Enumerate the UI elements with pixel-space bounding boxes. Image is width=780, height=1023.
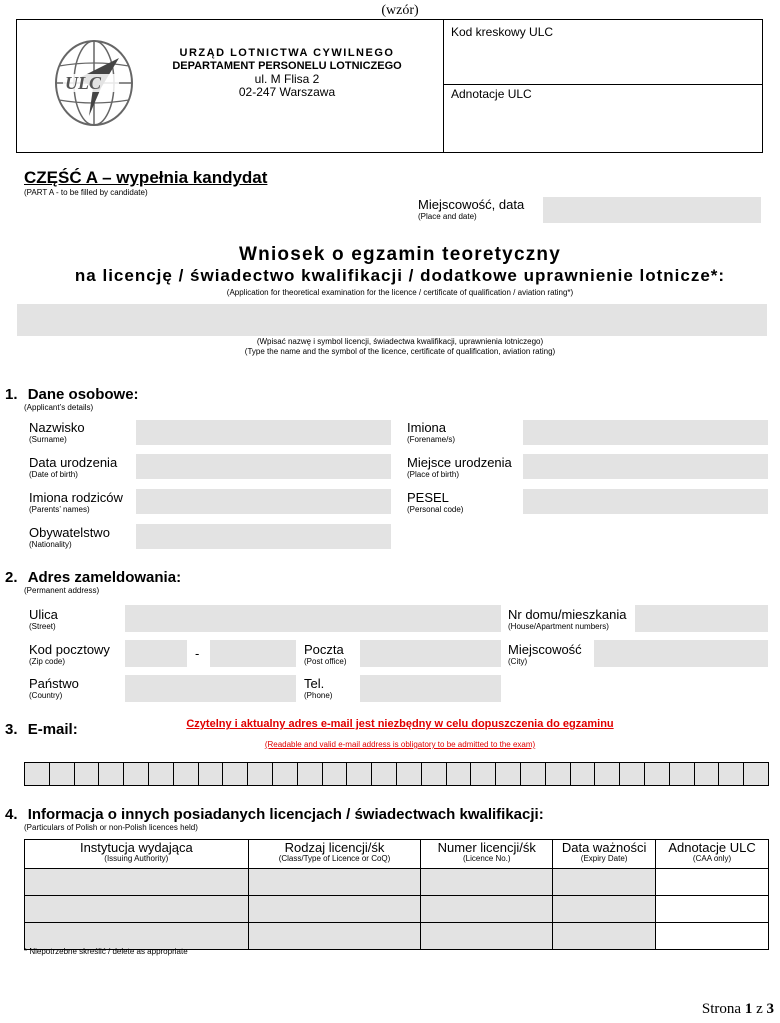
surname-label (29, 421, 85, 445)
email-cell[interactable] (347, 763, 372, 785)
house-sub: (House/Apartment numbers) (508, 622, 609, 631)
email-field[interactable] (24, 762, 769, 786)
forenames-label (407, 421, 455, 445)
col-label: Adnotacje ULC (668, 840, 756, 855)
section-2-subtitle: (Permanent address) (24, 586, 100, 595)
dob-field[interactable] (136, 454, 391, 479)
email-cell[interactable] (372, 763, 397, 785)
post-label (304, 643, 347, 667)
pob-text: Miejsce urodzenia (407, 455, 512, 470)
pesel-sub: (Personal code) (407, 505, 464, 514)
office-name: URZĄD LOTNICTWA CYWILNEGO (179, 47, 395, 59)
surname-field[interactable] (136, 420, 391, 445)
parents-field[interactable] (136, 489, 391, 514)
email-cell[interactable] (124, 763, 149, 785)
email-cell[interactable] (223, 763, 248, 785)
country-text: Państwo (29, 676, 79, 691)
section-4-subtitle: (Particulars of Polish or non-Polish licences held) (24, 823, 198, 832)
col-licence-number (421, 840, 553, 869)
table-cell-caa (656, 896, 769, 923)
zip-dash: - (195, 646, 200, 661)
pob-label (407, 456, 512, 480)
email-cell[interactable] (149, 763, 174, 785)
street-field[interactable] (125, 605, 501, 632)
col-sub: (Class/Type of Licence or CoQ) (278, 854, 391, 863)
city-field[interactable] (594, 640, 768, 667)
office-address (147, 47, 427, 99)
email-cell[interactable] (546, 763, 571, 785)
email-cell[interactable] (670, 763, 695, 785)
parents-label (29, 491, 123, 515)
parents-sub: (Parents’ names) (29, 505, 90, 514)
house-text: Nr domu/mieszkania (508, 607, 627, 622)
licence-hint-en: (Type the name and the symbol of the licence, certificate of qualification, aviation rating) (244, 347, 556, 356)
pesel-text: PESEL (407, 490, 449, 505)
section-4-heading (5, 806, 544, 833)
header-box (16, 19, 763, 153)
email-cell[interactable] (273, 763, 298, 785)
form-title: Wniosek o egzamin teoretyczny (239, 244, 561, 265)
col-licence-type (248, 840, 421, 869)
table-cell[interactable] (421, 923, 553, 950)
post-sub: (Post office) (304, 657, 347, 666)
phone-field[interactable] (360, 675, 501, 702)
nationality-label (29, 526, 110, 550)
page-prefix: Strona (701, 1001, 742, 1017)
part-a-heading (24, 168, 267, 197)
table-cell[interactable] (248, 923, 421, 950)
ulc-logo (49, 38, 139, 128)
country-field[interactable] (125, 675, 296, 702)
house-field[interactable] (635, 605, 768, 632)
table-cell[interactable] (25, 896, 249, 923)
table-cell-caa (656, 869, 769, 896)
licence-hint-pl: (Wpisać nazwę i symbol licencji, świadectwa kwalifikacji, uprawnienia lotniczego) (256, 337, 544, 346)
email-cell[interactable] (397, 763, 422, 785)
street-text: Ulica (29, 607, 58, 622)
email-cell[interactable] (323, 763, 348, 785)
col-label: Rodzaj licencji/śk (284, 840, 385, 855)
email-cell[interactable] (620, 763, 645, 785)
col-sub: (Licence No.) (462, 854, 511, 863)
post-field[interactable] (360, 640, 501, 667)
zip-field-1[interactable] (125, 640, 187, 667)
parents-text: Imiona rodziców (29, 490, 123, 505)
section-1-number: 1. (5, 386, 18, 403)
nationality-text: Obywatelstwo (29, 525, 110, 540)
office-street: ul. M Flisa 2 (254, 72, 320, 86)
annotations-label: Adnotacje ULC (451, 87, 532, 101)
email-cell[interactable] (571, 763, 596, 785)
table-cell[interactable] (248, 896, 421, 923)
email-warning-sub: (Readable and valid e-mail address is obligatory to be admitted to the exam) (264, 740, 536, 749)
section-2-title: Adres zameldowania: (27, 569, 182, 586)
dob-sub: (Date of birth) (29, 470, 78, 479)
section-3-title: E-mail: (27, 721, 78, 738)
street-label (29, 608, 58, 632)
part-a-subtitle: (PART A - to be filled by candidate) (24, 188, 148, 197)
city-sub: (City) (508, 657, 528, 666)
page-sep: z (756, 1001, 763, 1017)
place-date-field[interactable] (543, 197, 761, 223)
email-cell[interactable] (422, 763, 447, 785)
section-2-heading (5, 569, 181, 596)
licence-name-field[interactable] (17, 304, 767, 336)
section-2-number: 2. (5, 569, 18, 586)
template-note: (wzór) (381, 3, 419, 18)
email-cell[interactable] (99, 763, 124, 785)
email-cell[interactable] (645, 763, 670, 785)
section-1-title: Dane osobowe: (27, 386, 139, 403)
svg-text:ULC: ULC (65, 73, 101, 93)
phone-label (304, 677, 332, 701)
surname-text: Nazwisko (29, 420, 85, 435)
email-cell[interactable] (50, 763, 75, 785)
page-current: 1 (744, 1001, 753, 1017)
email-cell[interactable] (25, 763, 50, 785)
email-cell[interactable] (447, 763, 472, 785)
col-expiry-date (553, 840, 656, 869)
page-total: 3 (766, 1001, 774, 1017)
col-sub: (CAA only) (692, 854, 732, 863)
city-label (508, 643, 582, 667)
col-caa-annotations (656, 840, 769, 869)
table-row (25, 869, 769, 896)
section-3-number: 3. (5, 721, 18, 738)
form-title-sub: (Application for theoretical examination for the licence / certificate of qualification / aviation rating*) (226, 288, 574, 297)
table-cell[interactable] (553, 923, 656, 950)
footnote: * Niepotrzebne skreślić / delete as appropriate (24, 947, 188, 956)
email-cell[interactable] (496, 763, 521, 785)
part-a-title: CZĘŚĆ A – wypełnia kandydat (24, 168, 268, 187)
forenames-field[interactable] (523, 420, 768, 445)
email-cell[interactable] (695, 763, 720, 785)
pob-field[interactable] (523, 454, 768, 479)
licences-table (24, 839, 769, 950)
table-cell[interactable] (421, 896, 553, 923)
email-cell[interactable] (75, 763, 100, 785)
table-row (25, 923, 769, 950)
table-cell[interactable] (248, 869, 421, 896)
zip-sub: (Zip code) (29, 657, 66, 666)
table-cell[interactable] (553, 896, 656, 923)
pesel-field[interactable] (523, 489, 768, 514)
nationality-field[interactable] (136, 524, 391, 549)
table-cell[interactable] (25, 869, 249, 896)
email-warning: Czytelny i aktualny adres e-mail jest niezbędny w celu dopuszczenia do egzaminu (186, 718, 614, 730)
page-number (702, 1001, 774, 1018)
email-cell[interactable] (174, 763, 199, 785)
email-cell[interactable] (471, 763, 496, 785)
dob-text: Data urodzenia (29, 455, 118, 470)
col-label: Data ważności (561, 840, 647, 855)
place-date-text: Miejscowość, data (418, 197, 525, 212)
email-cell[interactable] (199, 763, 224, 785)
section-1-heading (5, 386, 139, 413)
city-text: Miejscowość (508, 642, 582, 657)
phone-sub: (Phone) (304, 691, 333, 700)
table-cell[interactable] (553, 869, 656, 896)
house-label (508, 608, 627, 632)
col-label: Instytucja wydająca (79, 840, 193, 855)
place-date-label (418, 198, 524, 222)
col-label: Numer licencji/śk (437, 840, 536, 855)
post-text: Poczta (304, 642, 344, 657)
zip-text: Kod pocztowy (29, 642, 110, 657)
forenames-sub: (Forename/s) (407, 435, 456, 444)
street-sub: (Street) (29, 622, 56, 631)
country-label (29, 677, 79, 701)
office-department: DEPARTAMENT PERSONELU LOTNICZEGO (172, 60, 402, 72)
country-sub: (Country) (29, 691, 63, 700)
zip-field-2[interactable] (210, 640, 296, 667)
table-row (25, 896, 769, 923)
email-cell[interactable] (521, 763, 546, 785)
zip-label (29, 643, 110, 667)
section-4-title: Informacja o innych posiadanych licencjach / świadectwach kwalifikacji: (27, 806, 544, 823)
office-city: 02-247 Warszawa (238, 85, 336, 99)
dob-label (29, 456, 117, 480)
section-4-number: 4. (5, 806, 18, 823)
table-cell[interactable] (25, 923, 249, 950)
pesel-label (407, 491, 463, 515)
header-divider-h (444, 84, 763, 85)
email-cell[interactable] (719, 763, 744, 785)
email-cell[interactable] (298, 763, 323, 785)
surname-sub: (Surname) (29, 435, 67, 444)
email-cell[interactable] (595, 763, 620, 785)
col-sub: (Issuing Authority) (104, 854, 169, 863)
email-cell[interactable] (248, 763, 273, 785)
col-issuing-authority (25, 840, 249, 869)
pob-sub: (Place of birth) (407, 470, 460, 479)
phone-text: Tel. (304, 676, 325, 691)
nationality-sub: (Nationality) (29, 540, 72, 549)
table-cell-caa (656, 923, 769, 950)
header-divider (443, 20, 444, 152)
place-date-sub: (Place and date) (418, 212, 477, 221)
table-header-row (25, 840, 769, 869)
email-cell[interactable] (744, 763, 768, 785)
barcode-label: Kod kreskowy ULC (451, 25, 554, 39)
col-sub: (Expiry Date) (580, 854, 628, 863)
form-title-2: na licencję / świadectwo kwalifikacji / dodatkowe uprawnienie lotnicze*: (74, 266, 726, 285)
section-1-subtitle: (Applicant’s details) (24, 403, 94, 412)
forenames-text: Imiona (407, 420, 447, 435)
table-cell[interactable] (421, 869, 553, 896)
